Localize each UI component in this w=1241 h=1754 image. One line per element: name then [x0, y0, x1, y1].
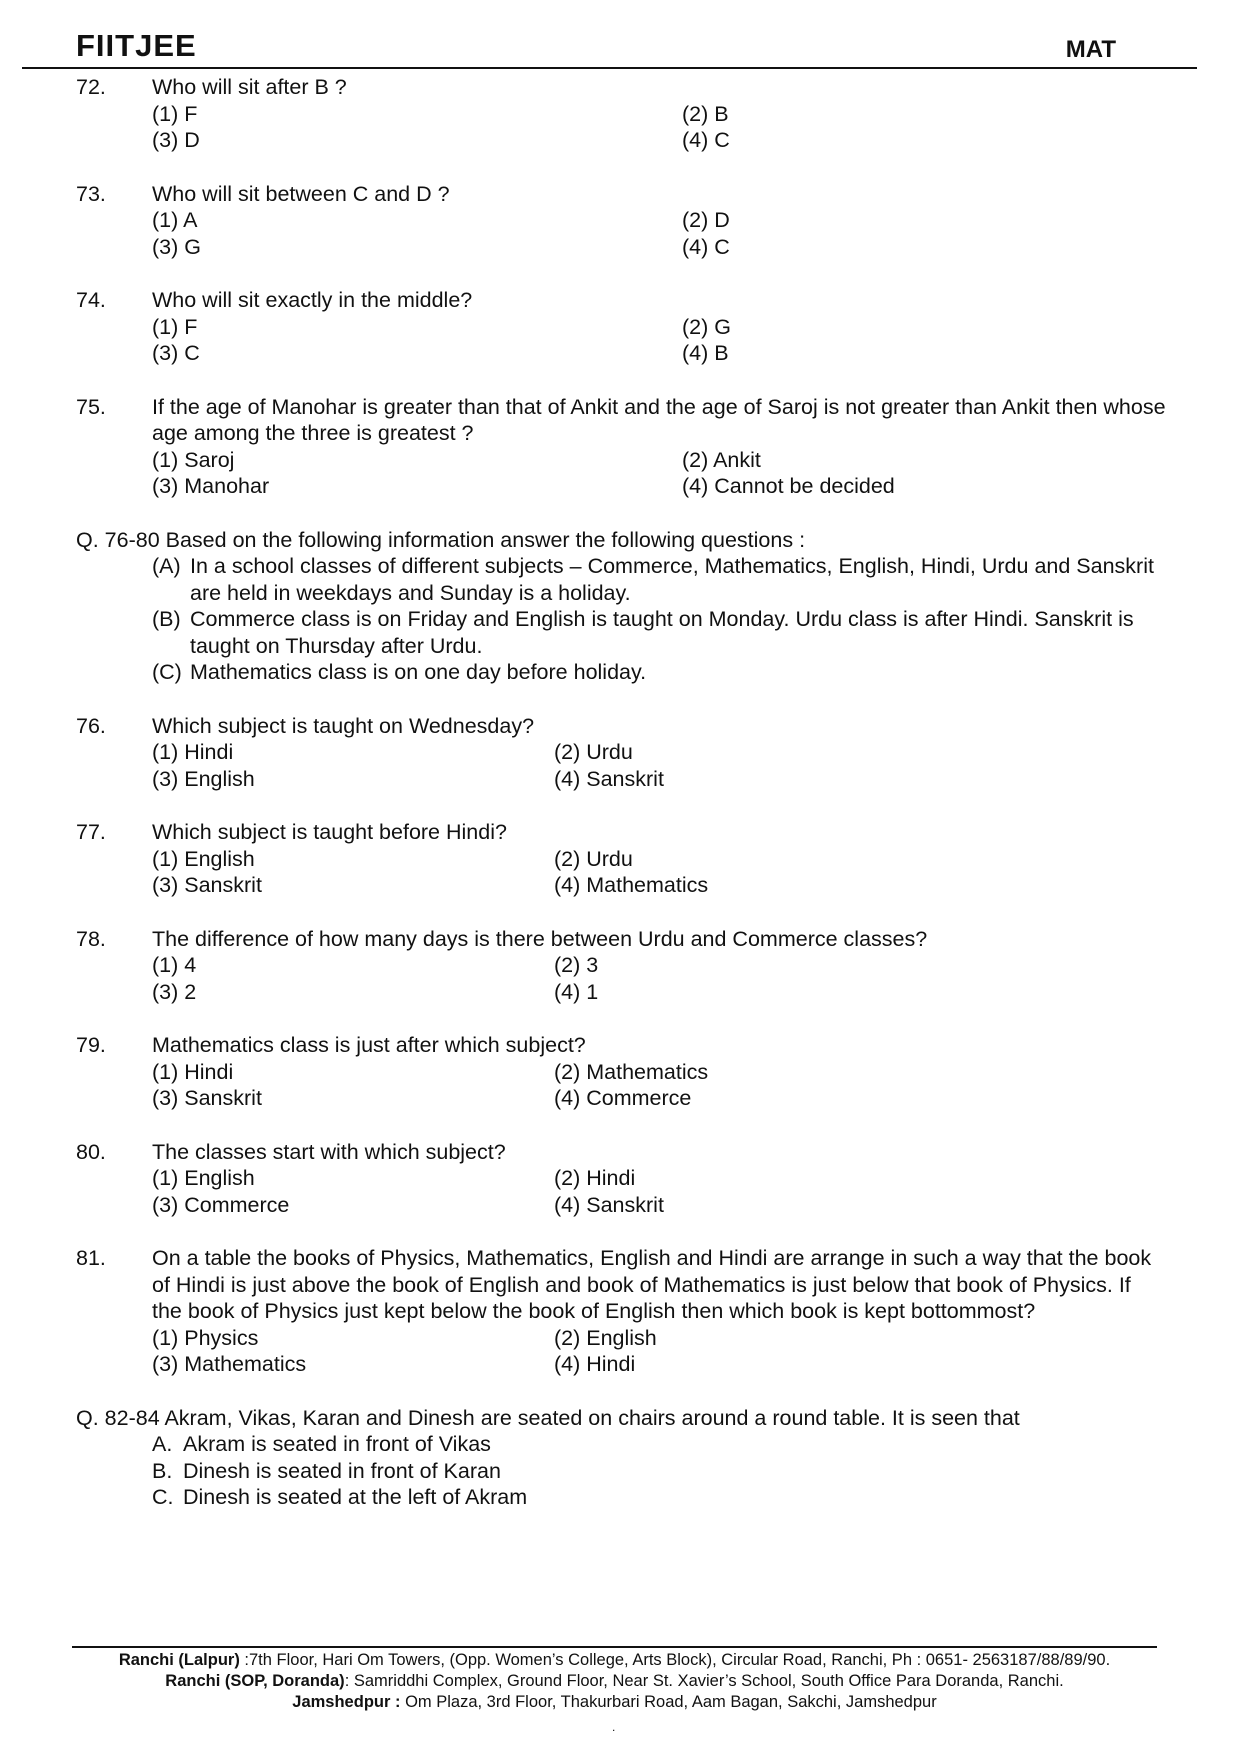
condition-text: Dinesh is seated in front of Karan — [183, 1458, 501, 1483]
option-1: (1) Hindi — [152, 1059, 234, 1084]
question-80 — [76, 1139, 1166, 1219]
option-3: (3) Mathematics — [152, 1352, 307, 1376]
option-4: (4) C — [682, 128, 730, 152]
question-text: On a table the books of Physics, Mathematics, English and Hindi are arrange in such a way that the book of Hindi is just above the book of English and book of Mathematics is just below that book of Physics. If the book of Physics just kept below the book of English then which book is kept bottommost? — [152, 1246, 1152, 1323]
question-74 — [76, 287, 1166, 367]
options — [152, 1325, 1166, 1378]
option-2: (2) D — [682, 208, 730, 232]
question-text: Who will sit between C and D ? — [152, 181, 450, 206]
condition-text: Commerce class is on Friday and English is taught on Monday. Urdu class is after Hindi. Sanskrit is taught on Thursday after Urdu. — [190, 607, 1134, 658]
passage-condition — [152, 1431, 1166, 1458]
option-3: (3) C — [152, 341, 200, 365]
footer-address-lalpur — [72, 1650, 1157, 1671]
option-4: (4) Hindi — [554, 1352, 636, 1376]
passage-condition — [152, 606, 1166, 659]
question-number: 73. — [76, 181, 106, 206]
question-81 — [76, 1245, 1166, 1378]
passage-condition — [152, 1484, 1166, 1511]
passage-conditions — [152, 1431, 1166, 1511]
option-1: (1) Physics — [152, 1325, 259, 1350]
option-2: (2) G — [682, 314, 731, 339]
option-2: (2) Urdu — [554, 740, 633, 764]
footer-branch-name: Ranchi (Lalpur) — [118, 1651, 240, 1669]
question-number: 74. — [76, 288, 106, 312]
passage-conditions — [152, 553, 1166, 686]
option-3: (3) Sanskrit — [152, 873, 262, 897]
option-3: (3) Commerce — [152, 1192, 290, 1217]
header-divider — [22, 67, 1197, 69]
footer-address-doranda — [72, 1671, 1157, 1692]
question-76 — [76, 713, 1166, 793]
question-text: Which subject is taught before Hindi? — [152, 820, 507, 844]
passage-82-84 — [76, 1405, 1166, 1511]
options — [152, 1059, 1166, 1112]
options — [152, 207, 1166, 260]
question-number: 77. — [76, 820, 106, 844]
option-4: (4) Cannot be decided — [682, 474, 895, 498]
option-2: (2) Hindi — [554, 1166, 636, 1190]
option-2: (2) Ankit — [682, 447, 761, 472]
brand-logo-text: FIITJEE — [76, 28, 197, 63]
option-2: (2) B — [682, 101, 729, 126]
footer-branch-name: Jamshedpur : — [292, 1693, 401, 1711]
option-4: (4) Commerce — [554, 1086, 692, 1110]
footer-branch-name: Ranchi (SOP, Doranda) — [165, 1672, 345, 1690]
option-1: (1) F — [152, 101, 198, 126]
condition-text: Akram is seated in front of Vikas — [183, 1432, 491, 1456]
question-content — [76, 74, 1166, 1538]
question-78 — [76, 926, 1166, 1006]
footer-dot: . — [612, 1720, 616, 1734]
option-4: (4) Sanskrit — [554, 766, 664, 791]
question-number: 81. — [76, 1246, 106, 1270]
question-number: 78. — [76, 926, 106, 951]
option-4: (4) B — [682, 341, 729, 365]
option-2: (2) English — [554, 1325, 657, 1350]
option-1: (1) 4 — [152, 953, 197, 977]
page-header — [76, 28, 1196, 68]
question-number: 75. — [76, 394, 106, 419]
question-79 — [76, 1032, 1166, 1112]
question-number: 72. — [76, 75, 106, 99]
passage-76-80 — [76, 527, 1166, 686]
question-73 — [76, 181, 1166, 261]
footer-divider — [72, 1646, 1157, 1648]
page-footer — [72, 1650, 1157, 1713]
option-4: (4) 1 — [554, 979, 599, 1004]
options — [152, 101, 1166, 154]
option-2: (2) Urdu — [554, 846, 633, 871]
option-2: (2) Mathematics — [554, 1059, 709, 1084]
condition-text: Dinesh is seated at the left of Akram — [183, 1485, 528, 1509]
option-1: (1) F — [152, 314, 198, 339]
question-number: 76. — [76, 713, 106, 738]
option-3: (3) Manohar — [152, 474, 270, 498]
question-number: 79. — [76, 1033, 106, 1057]
question-text: Who will sit exactly in the middle? — [152, 288, 473, 312]
option-1: (1) Saroj — [152, 447, 235, 472]
option-1: (1) English — [152, 1166, 255, 1190]
condition-label: (B) — [152, 607, 181, 631]
option-4: (4) Sanskrit — [554, 1192, 664, 1217]
condition-label: B. — [152, 1458, 173, 1483]
options — [152, 952, 1166, 1005]
footer-address-text: Om Plaza, 3rd Floor, Thakurbari Road, Aam Bagan, Sakchi, Jamshedpur — [400, 1693, 937, 1711]
condition-label: (A) — [152, 554, 181, 578]
question-text: Which subject is taught on Wednesday? — [152, 713, 535, 738]
option-3: (3) G — [152, 234, 201, 259]
options — [152, 739, 1166, 792]
options — [152, 846, 1166, 899]
options — [152, 314, 1166, 367]
option-1: (1) English — [152, 846, 255, 871]
footer-address-jamshedpur — [72, 1692, 1157, 1713]
option-4: (4) Mathematics — [554, 873, 709, 897]
question-72 — [76, 74, 1166, 154]
question-77 — [76, 819, 1166, 899]
option-3: (3) D — [152, 128, 200, 152]
options — [152, 447, 1166, 500]
passage-condition — [152, 553, 1166, 606]
option-3: (3) English — [152, 766, 255, 791]
option-3: (3) 2 — [152, 979, 197, 1004]
option-1: (1) Hindi — [152, 740, 234, 764]
condition-text: In a school classes of different subjects – Commerce, Mathematics, English, Hindi, Urdu and Sanskrit are held in weekdays and Sunday is a holiday. — [190, 554, 1154, 605]
option-2: (2) 3 — [554, 953, 599, 977]
options — [152, 1165, 1166, 1218]
passage-condition — [152, 1458, 1166, 1485]
footer-address-text: :7th Floor, Hari Om Towers, (Opp. Women’s College, Arts Block), Circular Road, Ranchi, Ph : 0651- 2563187/88/89/90. — [239, 1651, 1111, 1669]
condition-text: Mathematics class is on one day before holiday. — [190, 660, 647, 684]
footer-address-text: : Samriddhi Complex, Ground Floor, Near St. Xavier’s School, South Office Para Doranda, Ranchi. — [344, 1672, 1064, 1690]
condition-label: A. — [152, 1432, 173, 1456]
passage-intro: Q. 82-84 Akram, Vikas, Karan and Dinesh are seated on chairs around a round table. It is seen that — [76, 1405, 1020, 1430]
subject-label: MAT — [1065, 36, 1116, 63]
question-text: The difference of how many days is there between Urdu and Commerce classes? — [152, 926, 928, 951]
question-text: Who will sit after B ? — [152, 75, 347, 99]
option-3: (3) Sanskrit — [152, 1086, 262, 1110]
question-text: Mathematics class is just after which subject? — [152, 1033, 586, 1057]
condition-label: C. — [152, 1485, 174, 1509]
question-text: The classes start with which subject? — [152, 1139, 506, 1164]
question-75 — [76, 394, 1166, 500]
option-4: (4) C — [682, 234, 730, 259]
option-1: (1) A — [152, 208, 198, 232]
question-text: If the age of Manohar is greater than that of Ankit and the age of Saroj is not greater than Ankit then whose age among the three is greatest ? — [152, 394, 1166, 445]
condition-label: (C) — [152, 660, 182, 684]
passage-condition — [152, 659, 1166, 686]
passage-intro: Q. 76-80 Based on the following information answer the following questions : — [76, 527, 806, 552]
question-number: 80. — [76, 1139, 106, 1164]
